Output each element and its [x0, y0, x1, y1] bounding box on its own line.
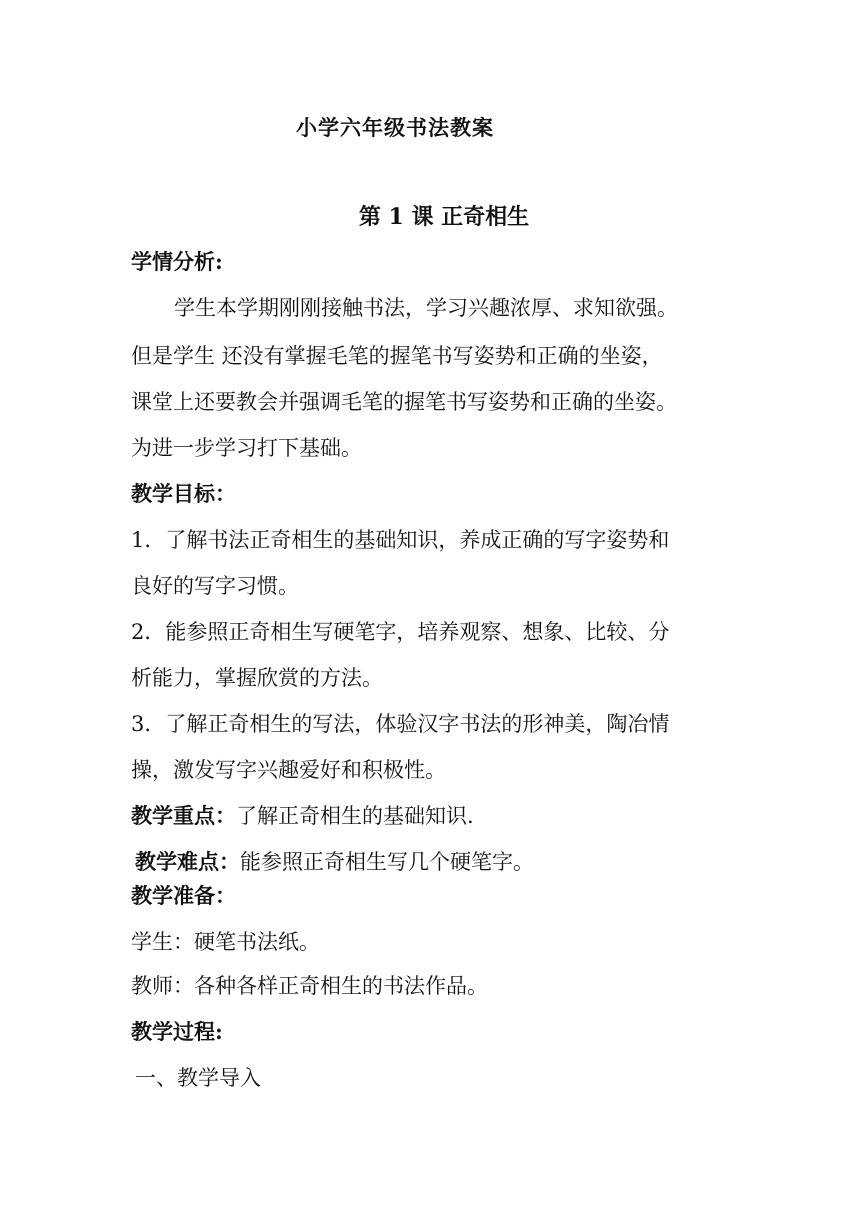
- document-title: 小学六年级书法教案: [296, 115, 494, 140]
- goal-line-4: 析能力，掌握欣赏的方法。: [131, 666, 383, 690]
- analysis-line-1: 学生本学期刚刚接触书法，学习兴趣浓厚、求知欲强。: [174, 296, 678, 320]
- goal-line-6: 操，激发写字兴趣爱好和积极性。: [131, 758, 446, 782]
- analysis-heading: 学情分析:: [131, 249, 223, 274]
- goal-line-2: 良好的写字习惯。: [131, 574, 299, 598]
- analysis-line-3: 课堂上还要教会并强调毛笔的握笔书写姿势和正确的坐姿。: [131, 390, 677, 414]
- key-points-label: 教学重点：: [131, 803, 236, 828]
- process-step-1: 一、教学导入: [135, 1066, 261, 1090]
- goal-line-1: 1．了解书法正奇相生的基础知识，养成正确的写字姿势和: [131, 528, 670, 552]
- difficulty-text: 能参照正奇相生写几个硬笔字。: [240, 850, 534, 874]
- analysis-line-4: 为进一步学习打下基础。: [131, 436, 362, 460]
- goal-line-3: 2．能参照正奇相生写硬笔字，培养观察、想象、比较、分: [131, 620, 670, 644]
- goal-line-5: 3．了解正奇相生的写法，体验汉字书法的形神美，陶冶情: [131, 712, 670, 736]
- prep-teacher: 教师：各种各样正奇相生的书法作品。: [131, 974, 488, 998]
- prep-heading: 教学准备：: [131, 883, 236, 908]
- key-points-text: 了解正奇相生的基础知识.: [236, 804, 474, 828]
- key-points-line: [131, 799, 741, 833]
- lesson-title: 第 1 课 正奇相生: [358, 204, 530, 230]
- process-heading: 教学过程:: [131, 1019, 223, 1044]
- difficulty-line: [135, 845, 745, 879]
- analysis-line-2: 但是学生 还没有掌握毛笔的握笔书写姿势和正确的坐姿，: [131, 344, 663, 368]
- difficulty-label: 教学难点：: [135, 849, 240, 874]
- goals-heading: 教学目标：: [131, 481, 236, 506]
- prep-student: 学生：硬笔书法纸。: [131, 930, 320, 954]
